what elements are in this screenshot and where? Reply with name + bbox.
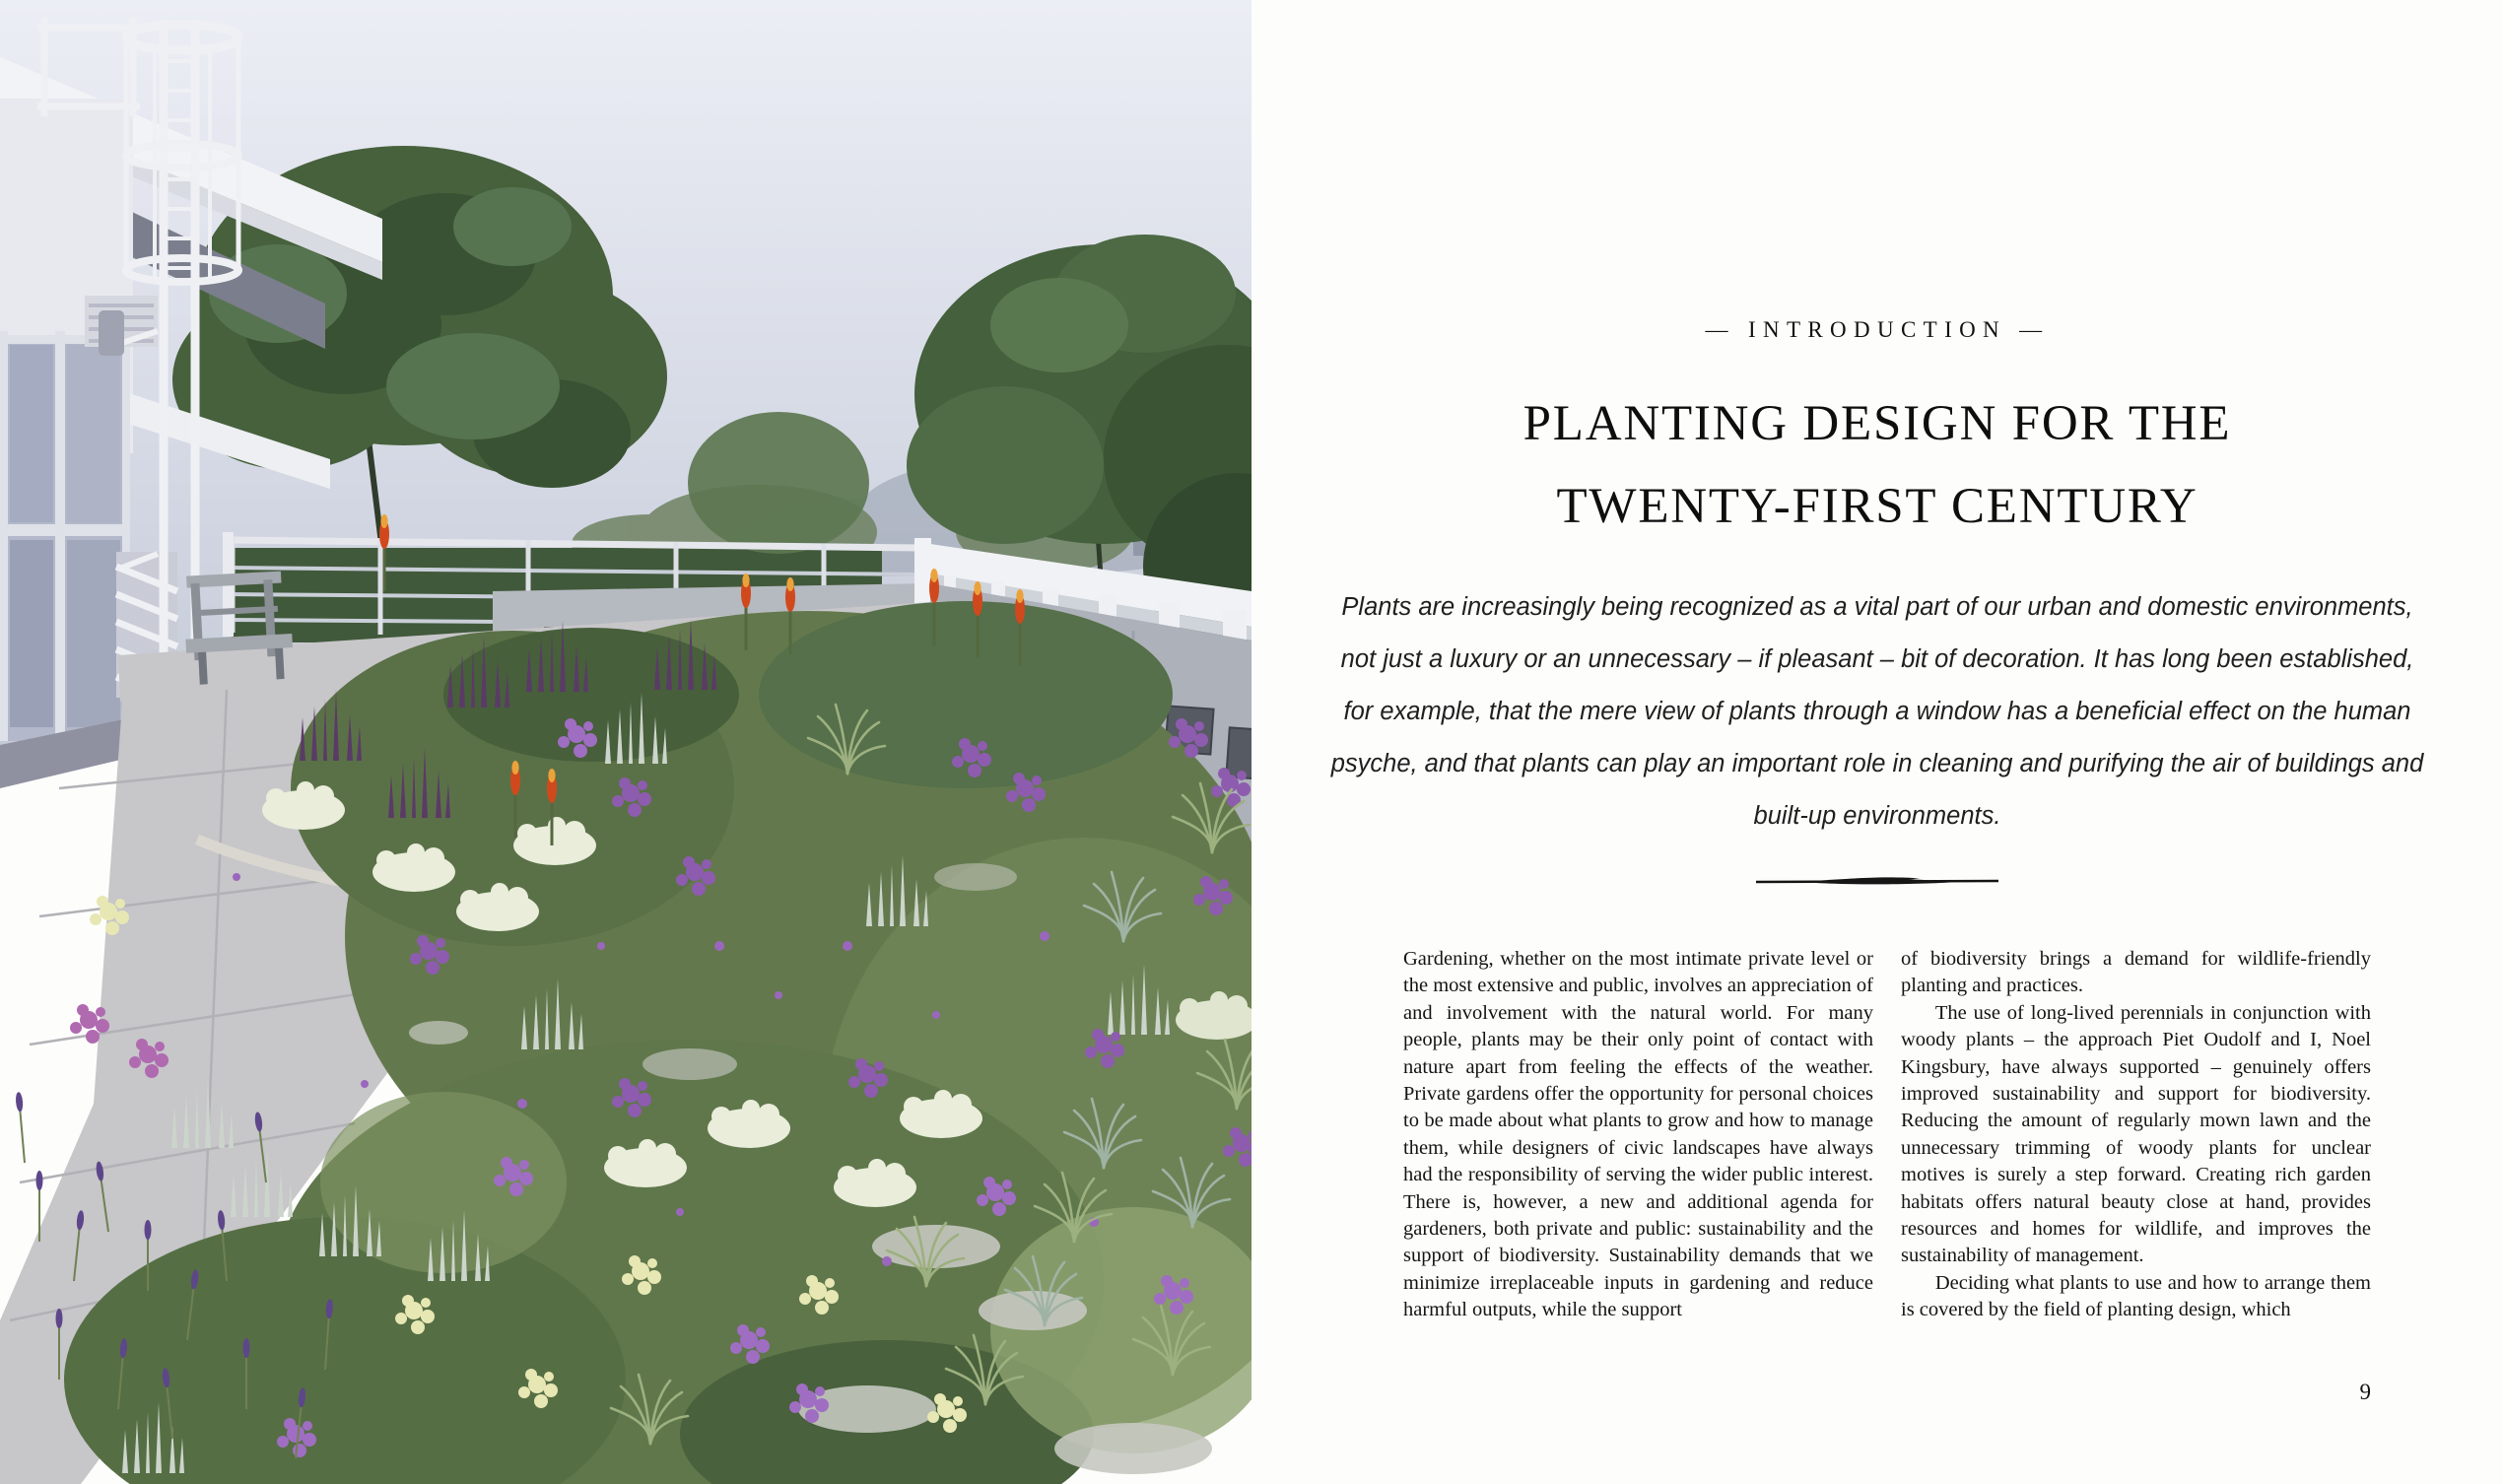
page-title-line1: PLANTING DESIGN FOR THE: [1522, 396, 2232, 451]
page-title: [1252, 382, 2503, 548]
lede-paragraph: Plants are increasingly being recognized as a vital part of our urban and domestic environments, not just a luxury or an unnecessary – if pleasant – bit of decoration. It has long been established, for example, that the mere view of plants through a window has a beneficial effect on the human psyche, and that plants can play an important role in cleaning and purifying the air of buildings and built-up environments.: [1330, 593, 2424, 830]
page-number: 9: [2359, 1380, 2371, 1404]
paragraph: of biodiversity brings a demand for wildlife-friendly planting and practices.: [1901, 948, 2371, 997]
text-page: [1252, 0, 2503, 1484]
body-column-right: [1901, 946, 2371, 1324]
page-title-line2: TWENTY-FIRST CENTURY: [1556, 479, 2199, 534]
brush-divider: [1754, 873, 2000, 889]
paragraph: Gardening, whether on the most intimate private level or the most extensive and public, involves an appreciation of and involvement with the natural world. For many people, plants may be their only point of contact with nature apart from feeling the effects of the weather. Private gardens offer the opportunity for personal choices to be made about what plants to grow and how to manage them, while designers of civic landscapes have always had the responsibility of serving the wider public interest. There is, however, a new and additional agenda for gardeners, both private and public: sustainability and the support of biodiversity. Sustainability demands that we minimize irreplaceable inputs in gardening and reduce harmful outputs, while the support: [1403, 948, 1873, 1321]
body-text: [1403, 946, 2371, 1324]
paragraph: Deciding what plants to use and how to arrange them is covered by the field of planting design, which: [1901, 1271, 2371, 1321]
paragraph: The use of long-lived perennials in conjunction with woody plants – the approach Piet Oudolf and I, Noel Kingsbury, have always supported – genuinely offers improved sustainability and support for biodiversity. Reducing the amount of regularly mown lawn and the unnecessary trimming of woody plants for unclear motives is surely a step forward. Creating rich garden habitats offers natural beauty close at hand, provides resources and homes for wildlife, and improves the sustainability of management.: [1901, 1001, 2371, 1267]
body-column-left: [1403, 946, 1873, 1324]
section-label: — INTRODUCTION —: [1705, 317, 2050, 342]
